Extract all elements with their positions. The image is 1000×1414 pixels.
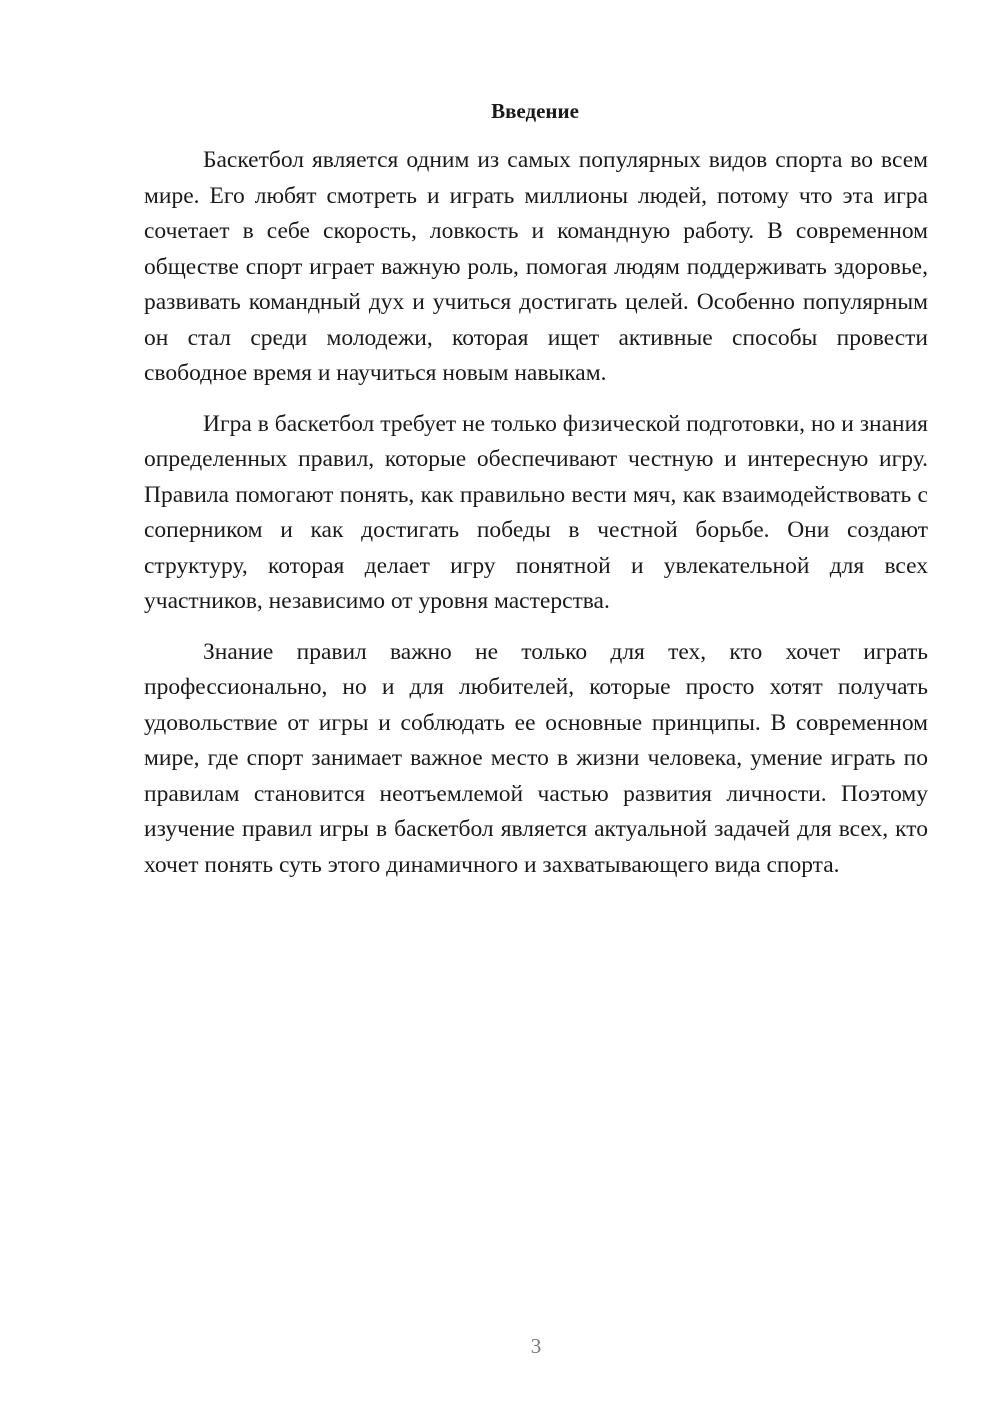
- document-body: [144, 143, 928, 898]
- paragraph-1: Баскетбол является одним из самых популярных видов спорта во всем мире. Его любят смотреть и играть миллионы людей, потому что эта игра сочетает в себе скорость, ловкость и командную работу. В современном обществе спорт играет важную роль, помогая людям поддерживать здоровье, развивать командный дух и учиться достигать целей. Особенно популярным он стал среди молодежи, которая ищет активные способы провести свободное время и научиться новым навыкам.: [144, 147, 928, 386]
- page-title: Введение: [491, 99, 579, 123]
- paragraph-2: Игра в баскетбол требует не только физической подготовки, но и знания определенных правил, которые обеспечивают честную и интересную игру. Правила помогают понять, как правильно вести мяч, как взаимодействовать с соперником и как достигать победы в честной борьбе. Они создают структуру, которая делает игру понятной и увлекательной для всех участников, независимо от уровня мастерства.: [144, 410, 928, 614]
- page-number: 3: [530, 1334, 542, 1358]
- paragraph-3: Знание правил важно не только для тех, кто хочет играть профессионально, но и для любителей, которые просто хотят получать удовольствие от игры и соблюдать ее основные принципы. В современном мире, где спорт занимает важное место в жизни человека, умение играть по правилам становится неотъемлемой частью развития личности. Поэтому изучение правил игры в баскетбол является актуальной задачей для всех, кто хочет понять суть этого динамичного и захватывающего вида спорта.: [144, 638, 928, 878]
